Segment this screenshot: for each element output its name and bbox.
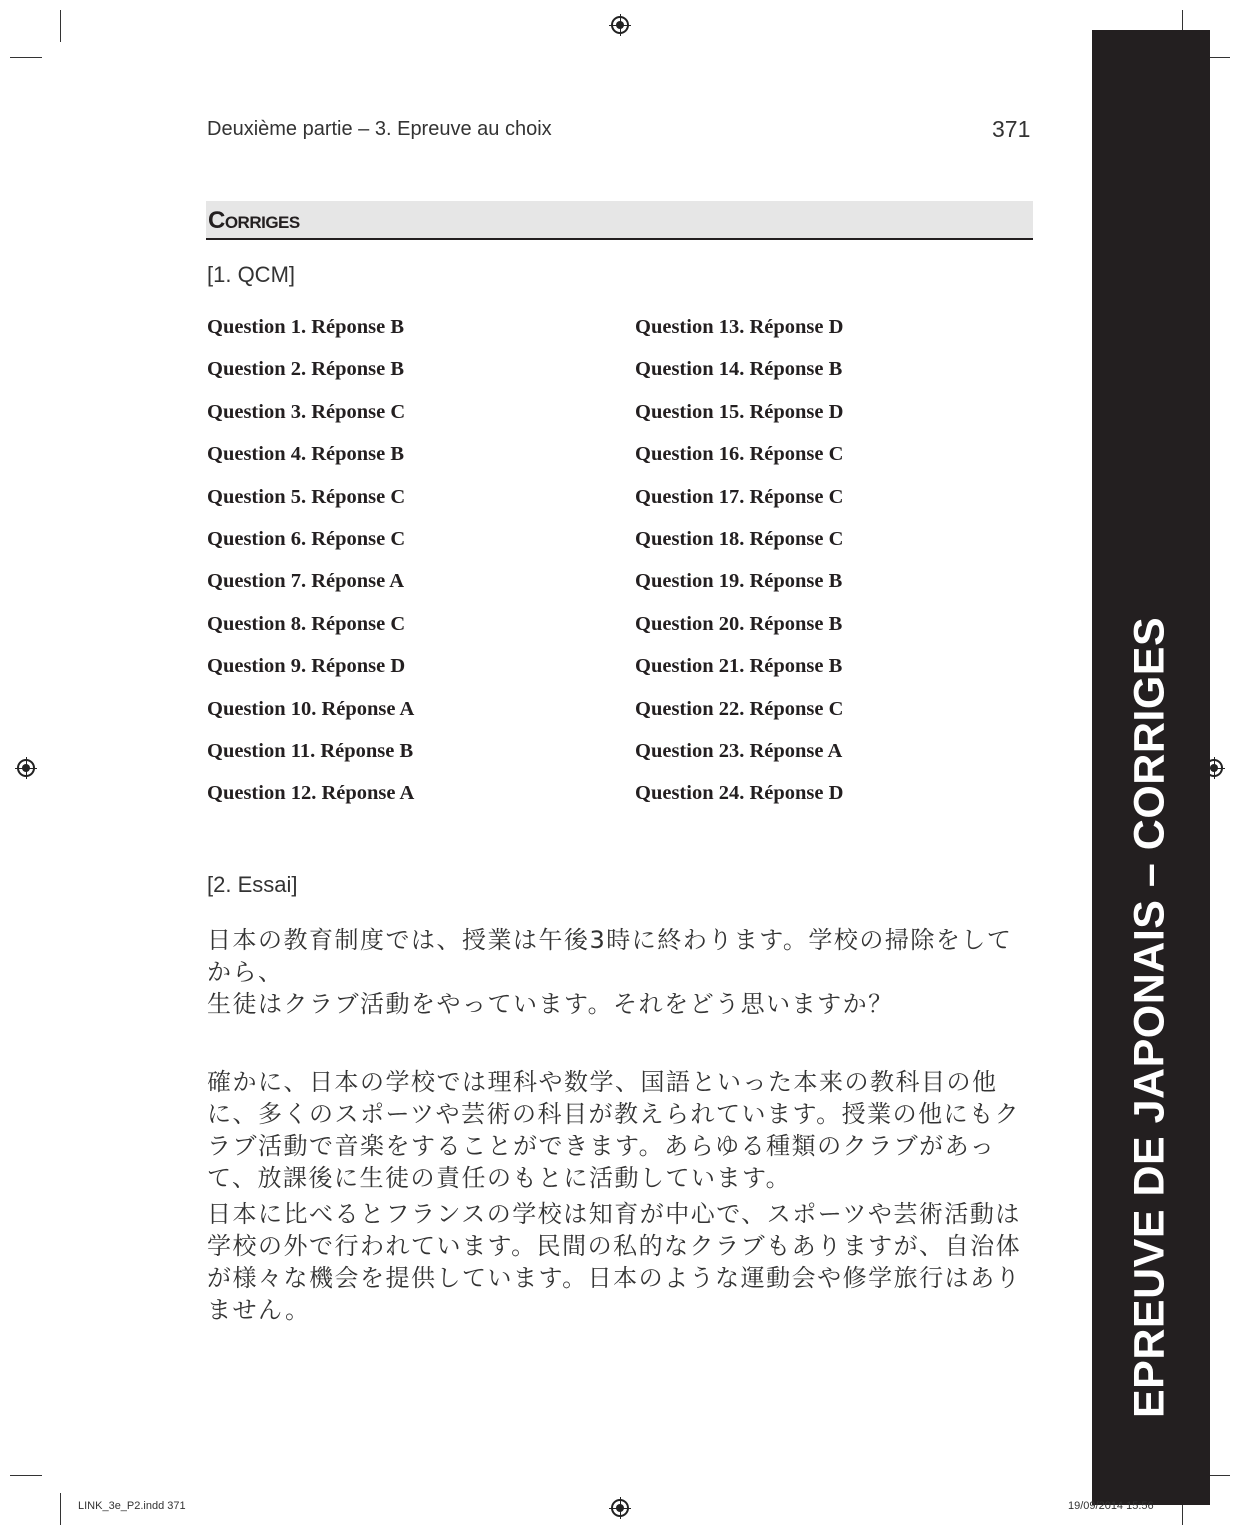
- qcm-answer: Question 3. Réponse C: [207, 400, 406, 423]
- qcm-answer: Question 22. Réponse C: [635, 697, 844, 720]
- qcm-answer: Question 2. Réponse B: [207, 358, 405, 381]
- essay-prompt: [207, 924, 1037, 1020]
- qcm-answers-left: [207, 312, 414, 821]
- side-tab-title: EPREUVE DE JAPONAIS – CORRIGES: [1125, 616, 1174, 1418]
- essay-answer: [207, 1066, 1037, 1326]
- qcm-answer: Question 16. Réponse C: [635, 443, 844, 466]
- qcm-answer: Question 9. Réponse D: [207, 655, 406, 678]
- qcm-answer: Question 20. Réponse B: [635, 612, 843, 635]
- registration-mark-icon: [17, 759, 35, 777]
- running-head: Deuxième partie – 3. Epreuve au choix: [207, 118, 552, 140]
- qcm-answer: Question 8. Réponse C: [207, 612, 406, 635]
- page-number: 371: [992, 116, 1031, 142]
- section-title-bar: [206, 201, 1033, 240]
- crop-mark: [10, 1475, 42, 1476]
- qcm-answer: Question 18. Réponse C: [635, 527, 844, 550]
- slug-date: 19/09/2014 15:56: [1068, 1500, 1154, 1512]
- qcm-answer: Question 1. Réponse B: [207, 316, 405, 338]
- crop-mark: [60, 10, 61, 42]
- registration-mark-icon: [611, 16, 629, 34]
- qcm-answer: Question 5. Réponse C: [207, 485, 406, 508]
- essay-paragraph: 日本に比べるとフランスの学校は知育が中心で、スポーツや芸術活動は学校の外で行われています。民間の私的なクラブもありますが、自治体が様々な機会を提供しています。日本のような運動会や修学旅行はありません。: [207, 1200, 1022, 1324]
- qcm-answer: Question 7. Réponse A: [207, 570, 405, 593]
- qcm-heading: [1. QCM]: [207, 262, 296, 287]
- qcm-answer: Question 15. Réponse D: [635, 400, 844, 423]
- qcm-answer: Question 13. Réponse D: [635, 316, 844, 338]
- crop-mark: [60, 1493, 61, 1525]
- essay-heading: [2. Essai]: [207, 872, 298, 897]
- qcm-answer: Question 17. Réponse C: [635, 485, 844, 508]
- qcm-answer: Question 4. Réponse B: [207, 443, 405, 466]
- essay-prompt-line: 日本の教育制度では、授業は午後3時に終わります。学校の掃除をしてから、: [207, 926, 1013, 986]
- qcm-answer: Question 24. Réponse D: [635, 782, 844, 805]
- registration-mark-icon: [611, 1499, 629, 1517]
- qcm-answer: Question 21. Réponse B: [635, 655, 843, 678]
- qcm-answer: Question 11. Réponse B: [207, 739, 414, 762]
- slug-file: LINK_3e_P2.indd 371: [78, 1500, 186, 1512]
- qcm-answer: Question 14. Réponse B: [635, 358, 843, 381]
- qcm-answer: Question 10. Réponse A: [207, 697, 415, 720]
- qcm-answers-right: [635, 312, 843, 821]
- crop-mark: [10, 57, 42, 58]
- qcm-answer: Question 19. Réponse B: [635, 570, 843, 593]
- qcm-answer: Question 23. Réponse A: [635, 739, 843, 762]
- essay-paragraph: 確かに、日本の学校では理科や数学、国語といった本来の教科目の他に、多くのスポーツや芸術の科目が教えられています。授業の他にもクラブ活動で音楽をすることができます。あらゆる種類のクラブがあって、放課後に生徒の責任のもとに活動しています。: [207, 1068, 1021, 1192]
- qcm-answer: Question 6. Réponse C: [207, 527, 406, 550]
- section-title: Corriges: [208, 207, 300, 234]
- essay-prompt-line: 生徒はクラブ活動をやっています。それをどう思いますか？: [207, 990, 894, 1018]
- qcm-answer: Question 12. Réponse A: [207, 782, 415, 805]
